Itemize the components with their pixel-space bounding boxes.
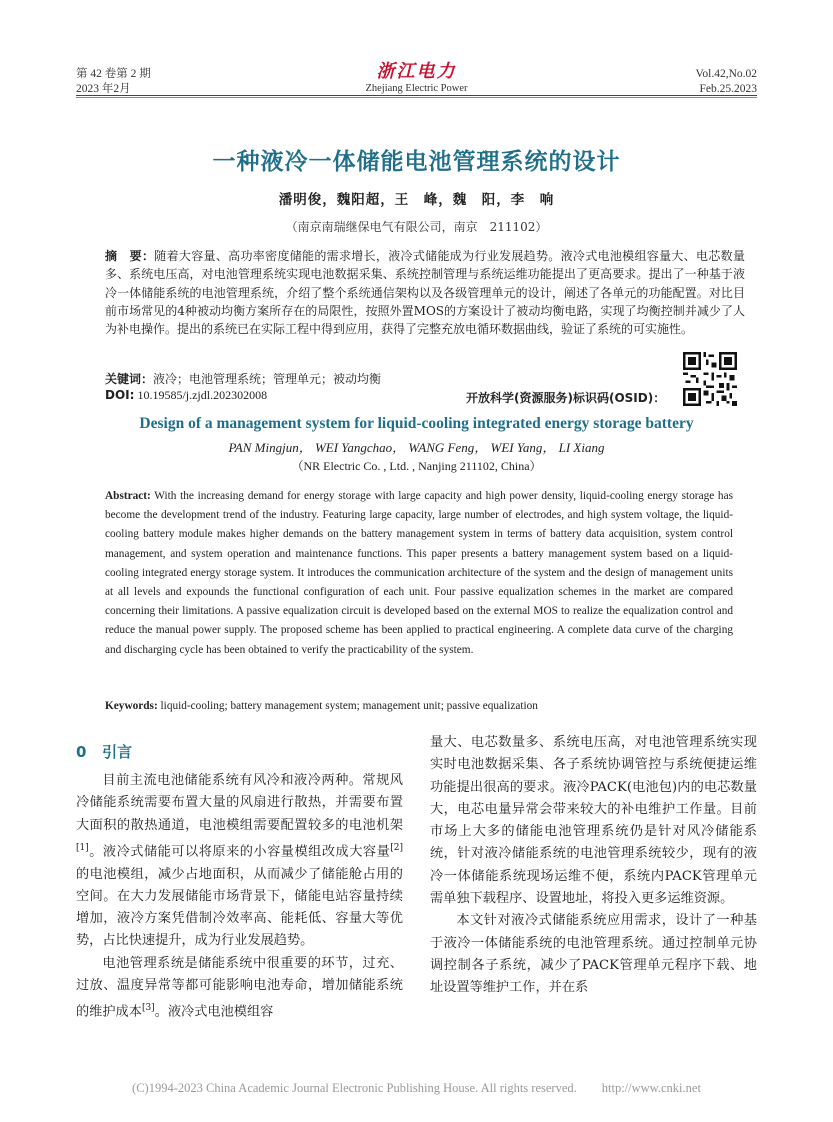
keywords-cn: [105, 370, 381, 387]
paper-title-cn: 一种液冷一体储能电池管理系统的设计: [212, 148, 621, 175]
doi-value[interactable]: 10.19585/j.zjdl.202302008: [134, 388, 268, 402]
citation[interactable]: [3]: [141, 1003, 155, 1014]
authors-en: PAN Mingjun， WEI Yangchao， WANG Feng， WEI Yang， LI Xiang: [228, 440, 605, 455]
body-text: 。液冷式电池模组容: [154, 1004, 274, 1020]
issue-info-en: [696, 67, 757, 97]
affiliation-en: （NR Electric Co. , Ltd. , Nanjing 211102, China）: [291, 459, 542, 473]
abstract-en: [105, 487, 733, 660]
volume-issue: 第 42 卷第 2 期: [76, 68, 151, 80]
abstract-cn-label: 摘 要：: [105, 249, 155, 263]
citation[interactable]: [2]: [390, 842, 403, 853]
abstract-cn: [105, 247, 745, 338]
keywords-cn-label: 关键词：: [105, 372, 154, 386]
paper-title-en: Design of a management system for liquid-cooling integrated energy storage battery: [139, 415, 694, 432]
body-text: 。液冷式储能可以将原来的小容量模组改成大容量: [88, 844, 391, 860]
volume-issue-en: Vol.42,No.02: [695, 68, 757, 80]
body-paragraph: [76, 770, 403, 953]
body-text: 目前主流电池储能系统有风冷和液冷两种。常规风冷储能系统需要布置大量的风扇进行散热，并需要布置大面积的散热通道，电池模组需要配置较多的电池机架: [76, 773, 403, 833]
citation[interactable]: [1]: [76, 842, 89, 853]
journal-logo: 浙江电力: [376, 61, 457, 82]
affiliation-cn: （南京南瑞继保电气有限公司，南京 211102）: [285, 220, 548, 234]
body-column-left: [76, 770, 403, 1024]
body-text: 电池管理系统是储能系统中很重要的环节，过充、过放、温度异常等都可能影响电池寿命，增加储能系统的维护成本: [76, 955, 403, 1020]
osid-label: 开放科学(资源服务)标识码(OSID)：: [466, 391, 666, 405]
keywords-cn-text: 液冷；电池管理系统；管理单元；被动均衡: [153, 372, 382, 386]
copyright-footer: (C)1994-2023 China Academic Journal Electronic Publishing House. All rights reserved. http://www.cnki.net: [132, 1081, 701, 1095]
keywords-en: [105, 700, 538, 712]
doi-label: DOI:: [105, 388, 135, 402]
journal-name-en: Zhejiang Electric Power: [365, 83, 468, 94]
body-column-right: [430, 732, 757, 1000]
header-rule-thin: [76, 97, 757, 98]
journal-masthead: [300, 62, 533, 95]
body-paragraph: 本文针对液冷式储能系统应用需求，设计了一种基于液冷一体储能系统的电池管理系统。通过控制单元协调控制各子系统，减少了PACK管理单元程序下载、地址设置等维护工作，并在系: [430, 913, 757, 996]
abstract-cn-text: 随着大容量、高功率密度储能的需求增长，液冷式储能成为行业发展趋势。液冷式电池模组容量大、电芯数量多、系统电压高，对电池管理系统实现电池数据采集、系统控制管理与系统运维功能提出了更高要求。提出了一种基于液冷一体储能系统的电池管理系统，介绍了整个系统通信架构以及各级管理单元的设计，阐述了各单元的功能配置。对比目前市场常见的4种被动均衡方案所存在的局限性，按照外置MOS的方案设计了被动均衡电路，实现了均衡控制并减少了人为补电操作。提出的系统已在实际工程中得到应用，获得了完整充放电循环数据曲线，验证了系统的可实施性。: [105, 249, 745, 337]
authors-cn: 潘明俊，魏阳超，王 峰，魏 阳，李 响: [278, 192, 555, 208]
body-paragraph: 量大、电芯数量多、系统电压高，对电池管理系统实现实时电池数据采集、各子系统协调管控与系统便捷运维功能提出很高的要求。液冷PACK(电池包)内的电芯数量大，电芯电量异常会带来较大的补电维护工作量。目前市场上大多的储能电池管理系统仍是针对风冷储能系统，针对液冷储能系统的电池管理系统较少，现有的液冷一体储能系统现场运维不便，系统内PACK管理单元需单独下载程序、设置地址，将投入更多运维资源。: [430, 735, 757, 907]
body-paragraph: [76, 953, 403, 1024]
doi: [105, 388, 267, 403]
issue-info: [76, 67, 151, 97]
section-number: 0: [76, 743, 87, 761]
abstract-en-label: Abstract:: [105, 490, 151, 502]
header-rule: [76, 95, 757, 96]
keywords-en-text: liquid-cooling; battery management system; management unit; passive equalization: [157, 700, 538, 712]
keywords-en-label: Keywords:: [105, 700, 158, 712]
issue-date: 2023 年2月: [76, 83, 131, 95]
body-text: 的电池模组，减少占地面积，从而减少了储能舱占用的空间。在大力发展储能市场背景下，储能电站容量持续增加，液冷方案凭借制冷效率高、能耗低、容量大等优势，占比快速提升，成为行业发展趋势。: [76, 866, 403, 949]
issue-date-en: Feb.25.2023: [699, 83, 757, 95]
abstract-en-text: With the increasing demand for energy storage with large capacity and high power density, liquid-cooling energy storage has become the development trend of the industry. Featuring large capacity, large number of electrodes, and high system voltage, the liquid-cooling battery module makes higher demands on the battery management system in terms of battery data acquisition, system control management, and system operation and maintenance functions. This paper presents a battery management system based on a liquid-cooling integrated energy storage system. It introduces the communication architecture of the system and the design of management units at all levels and expounds the functional configuration of each unit. Four passive equalization schemes in the market are compared concerning their limitations. A passive equalization circuit is developed based on the external MOS to realize the equalization control and reduce the manual power supply. The proposed scheme has been applied to practical engineering. A complete data curve of the charging and discharging cycle has been obtained to verify the practicability of the system.: [105, 490, 733, 656]
section-title: 引言: [102, 743, 133, 761]
qr-code-icon[interactable]: [683, 352, 737, 406]
section-heading: [76, 741, 132, 762]
